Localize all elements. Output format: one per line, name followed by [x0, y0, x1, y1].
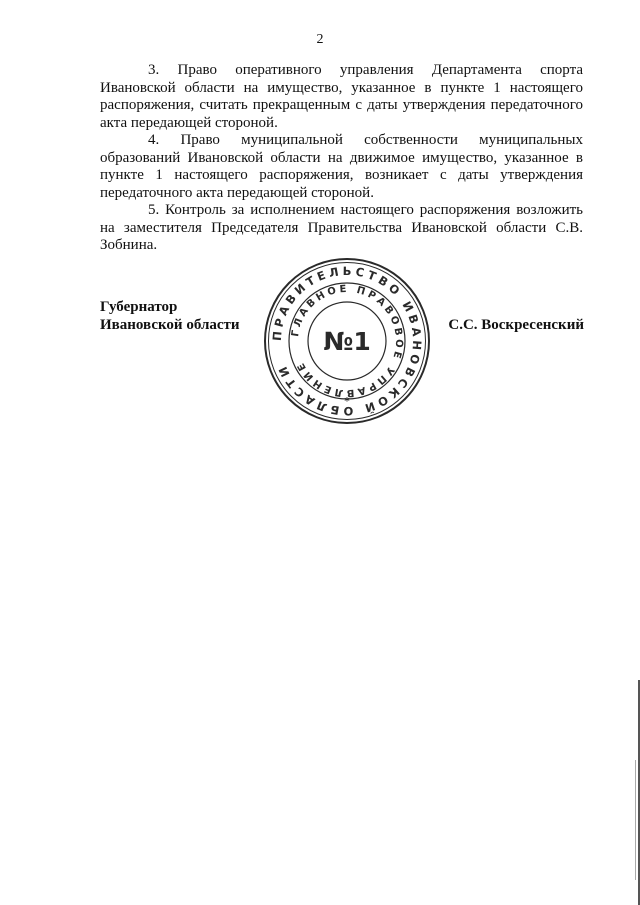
signatory-name: С.С. Воскресенский — [448, 317, 584, 333]
paragraph-3: 3. Право оперативного управления Департамента спорта Ивановской области на имущество, указанное в пункте 1 настоящего распоряжения, считать прекращенным с даты утверждения передаточного акта передающей стороной. — [100, 62, 583, 131]
signatory-title-line2: Ивановской области — [100, 317, 240, 333]
official-seal — [262, 256, 432, 426]
scan-edge-mark-faint — [635, 760, 636, 880]
seal-icon — [262, 256, 432, 426]
seal-inner-textpath: ГЛАВНОЕ ПРАВОВОЕ УПРАВЛЕНИЕ — [290, 283, 405, 399]
paragraph-4: 4. Право муниципальной собственности муниципальных образований Ивановской области на движимое имущество, указанное в пункте 1 настоящего распоряжения, возникает с даты утверждения передаточного акта передающей стороной. — [100, 132, 583, 201]
seal-center-number: №1 — [323, 327, 371, 356]
page-number: 2 — [316, 32, 324, 47]
signatory-title-line1: Губернатор — [100, 299, 178, 315]
signatory-title — [100, 298, 240, 334]
signature-block — [100, 263, 584, 426]
seal-outer-textpath: ПРАВИТЕЛЬСТВО ИВАНОВСКОЙ ОБЛАСТИ — [269, 263, 425, 419]
document-body — [100, 62, 583, 255]
seal-star-icon: * — [344, 396, 350, 407]
paragraph-5: 5. Контроль за исполнением настоящего распоряжения возложить на заместителя Председателя Правительства Ивановской области С.В. Зобнина. — [100, 202, 583, 253]
